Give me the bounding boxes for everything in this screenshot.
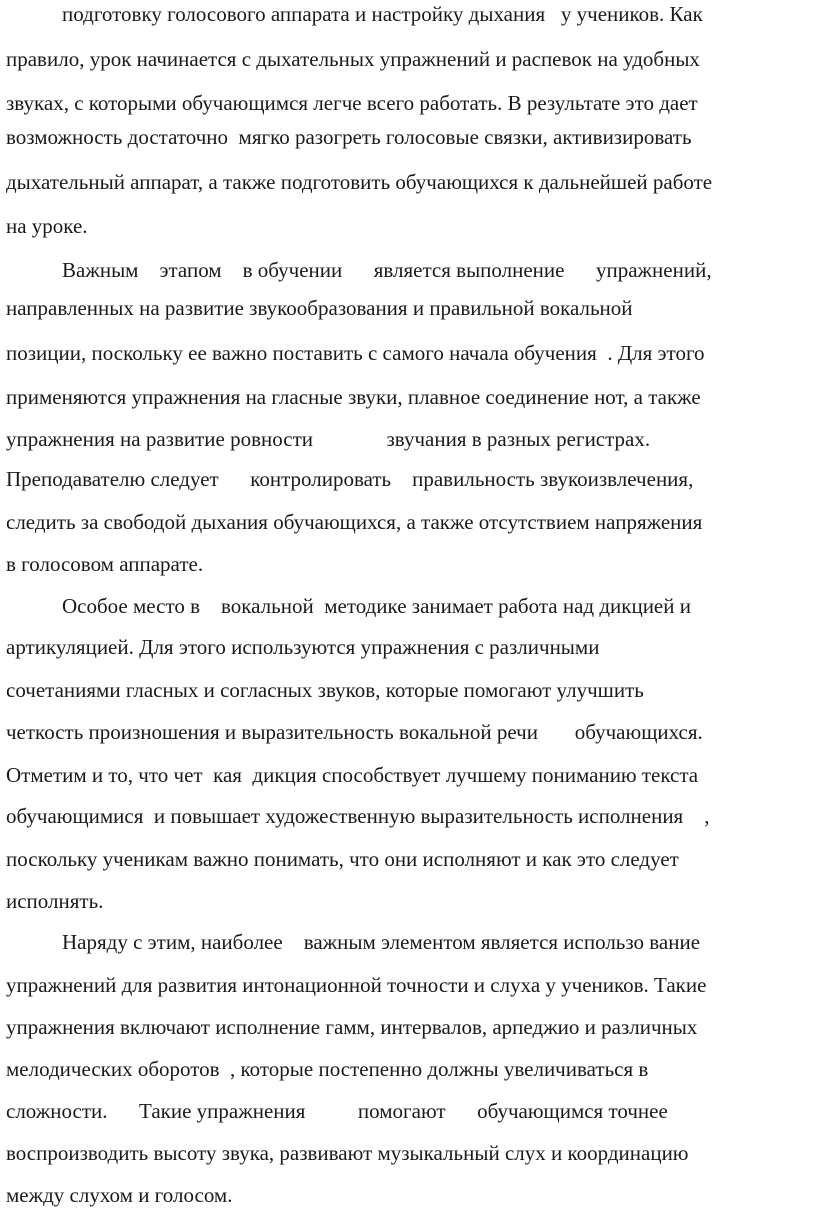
text-line: сочетаниями гласных и согласных звуков, которые помогают улучшить (6, 678, 644, 702)
text-line: на уроке. (6, 214, 88, 238)
text-line: возможность достаточно мягко разогреть голосовые связки, активизировать (6, 125, 692, 149)
text-line: следить за свободой дыхания обучающихся, а также отсутствием напряжения (6, 510, 703, 534)
text-line: подготовку голосового аппарата и настройку дыхания у учеников. Как (62, 2, 703, 26)
text-line: Наряду с этим, наиболее важным элементом является использо вание (62, 930, 701, 954)
text-line: упражнения включают исполнение гамм, интервалов, арпеджио и различных (6, 1015, 698, 1039)
text-line: артикуляцией. Для этого используются упражнения с различными (6, 635, 600, 659)
text-line: между слухом и голосом. (6, 1183, 233, 1207)
text-line: упражнения на развитие ровности звучания в разных регистрах. (6, 427, 651, 451)
text-line: мелодических оборотов , которые постепенно должны увеличиваться в (6, 1057, 649, 1081)
text-line: четкость произношения и выразительность вокальной речи обучающихся. (6, 720, 703, 744)
text-line: позиции, поскольку ее важно поставить с самого начала обучения . Для этого (6, 341, 705, 365)
text-line: направленных на развитие звукообразования и правильной вокальной (6, 296, 633, 320)
text-line: дыхательный аппарат, а также подготовить обучающихся к дальнейшей работе (6, 170, 713, 194)
text-line: обучающимися и повышает художественную выразительность исполнения , (6, 804, 710, 828)
text-line: сложности. Такие упражнения помогают обучающимся точнее (6, 1099, 668, 1123)
text-line: поскольку ученикам важно понимать, что они исполняют и как это следует (6, 847, 679, 871)
text-line: Особое место в вокальной методике занимает работа над дикцией и (62, 594, 691, 618)
text-line: правило, урок начинается с дыхательных упражнений и распевок на удобных (6, 47, 700, 71)
text-line: упражнений для развития интонационной точности и слуха у учеников. Такие (6, 973, 707, 997)
text-line: Отметим и то, что чет кая дикция способствует лучшему пониманию текста (6, 763, 699, 787)
text-line: Преподавателю следует контролировать правильность звукоизвлечения, (6, 467, 694, 491)
text-line: Важным этапом в обучении является выполнение упражнений, (62, 258, 712, 282)
text-line: в голосовом аппарате. (6, 552, 204, 576)
text-line: воспроизводить высоту звука, развивают музыкальный слух и координацию (6, 1141, 689, 1165)
text-line: применяются упражнения на гласные звуки, плавное соединение нот, а также (6, 385, 701, 409)
text-line: звуках, с которыми обучающимся легче всего работать. В результате это дает (6, 91, 698, 115)
text-line: исполнять. (6, 889, 104, 913)
